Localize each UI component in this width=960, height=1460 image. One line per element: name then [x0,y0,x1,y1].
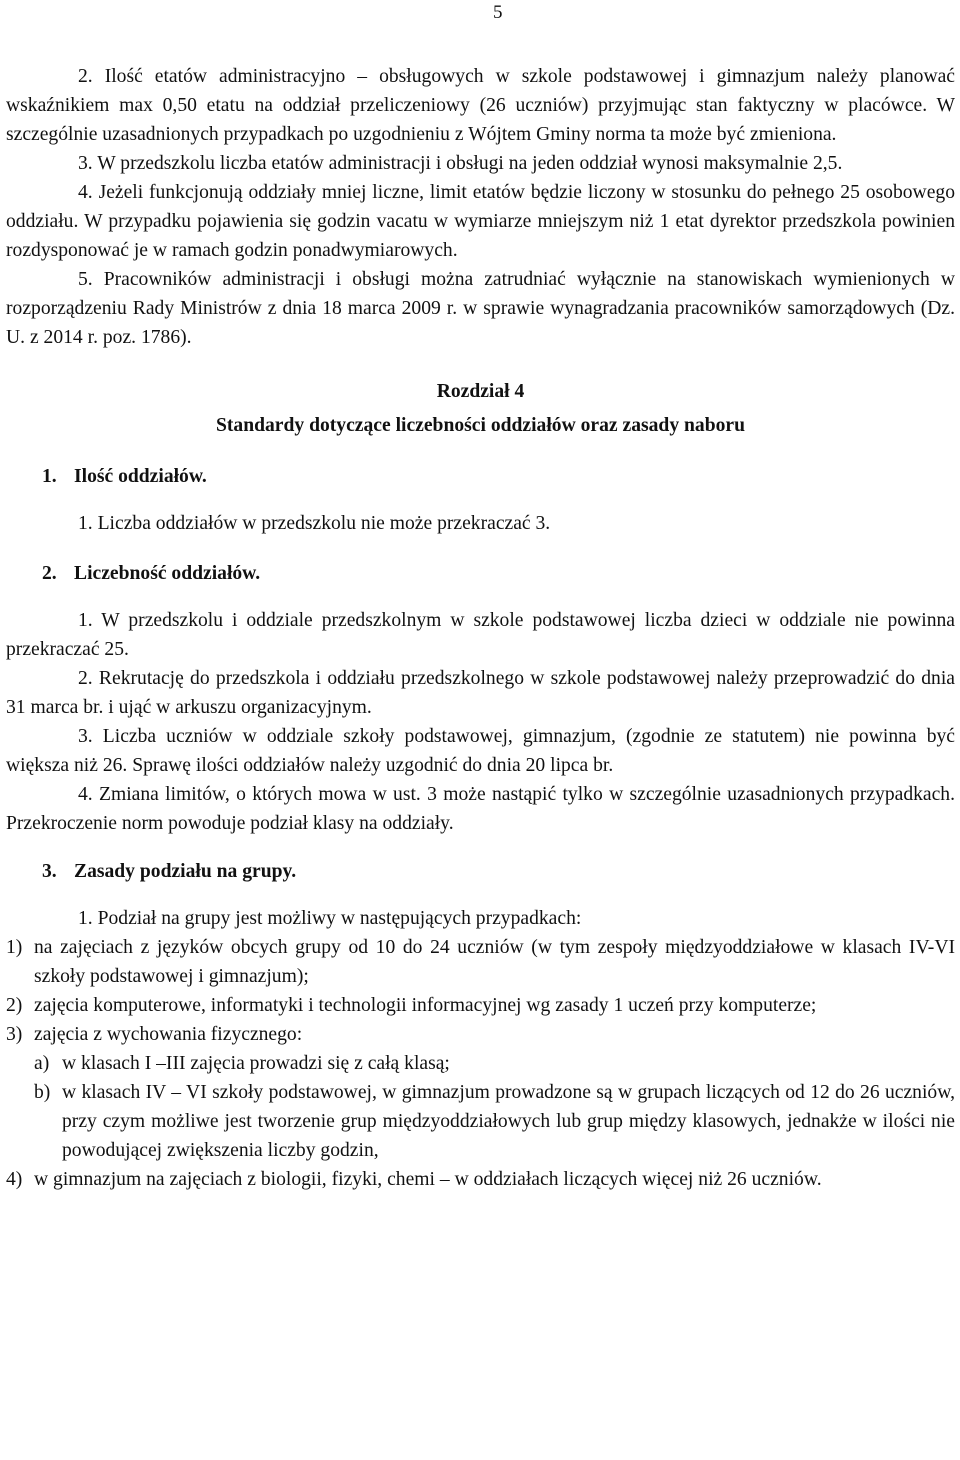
list-item-text: zajęcia komputerowe, informatyki i technologii informacyjnej wg zasady 1 uczeń przy komputerze; [34,995,817,1016]
list-item [6,991,955,1020]
paragraph-limit-etatow: 4. Jeżeli funkcjonują oddziały mniej liczne, limit etatów będzie liczony w stosunku do pełnego 25 osobowego oddziału. W przypadku pojawienia się godzin vacatu w wymiarze mniejszym niż 1 etat dyrektor przedszkola powinien rozdysponować je w ramach godzin ponadwymiarowych. [6,182,955,261]
paragraph-etaty-szkola: 2. Ilość etatów administracyjno – obsługowych w szkole podstawowej i gimnazjum należy planować wskaźnikiem max 0,50 etatu na oddział przeliczeniowy (26 uczniów) przyjmując stan faktyczny w placówce. W szczególnie uzasadnionych przypadkach po uzgodnieniu z Wójtem Gminy norma ta może być zmieniona. [6,66,955,145]
section-number: 1. [42,466,57,487]
section-heading-ilosc-oddzialow [6,462,955,491]
sub-list-item [6,1049,955,1078]
section-number: 2. [42,563,57,584]
chapter-subtitle: Standardy dotyczące liczebności oddziałów oraz zasady naboru [215,415,746,436]
section-heading-podzial-grupy [6,857,955,886]
paragraph-rekrutacja: 2. Rekrutację do przedszkola i oddziału przedszkolnego w szkole podstawowej należy przeprowadzić do dnia 31 marca br. i ująć w arkuszu organizacyjnym. [6,668,955,718]
list-item-text: w gimnazjum na zajęciach z biologii, fizyki, chemi – w oddziałach liczących więcej niż 26 uczniów. [34,1169,822,1190]
list-item-text: zajęcia z wychowania fizycznego: [34,1024,303,1045]
paragraph-liczba-uczniow: 3. Liczba uczniów w oddziale szkoły podstawowej, gimnazjum, (zgodnie ze statutem) nie powinna być większa niż 26. Sprawę ilości oddziałów należy uzgodnić do dnia 20 lipca br. [6,726,955,776]
list-item-label: 1) [6,937,23,958]
list-item [6,1020,955,1049]
list-item-label: 2) [6,995,23,1016]
chapter-title: Rozdział 4 [436,381,525,402]
section-heading-liczebnosc [6,559,955,588]
list-item-text: na zajęciach z języków obcych grupy od 10 do 24 uczniów (w tym zespoły międzyoddziałowe w klasach IV-VI szkoły podstawowej i gimnazjum); [34,937,955,987]
paragraph-etaty-przedszkole: 3. W przedszkolu liczba etatów administracji i obsługi na jeden oddział wynosi maksymalnie 2,5. [78,153,843,174]
sub-list-item-text: w klasach I –III zajęcia prowadzi się z całą klasą; [62,1053,450,1074]
paragraph-pracownicy: 5. Pracowników administracji i obsługi można zatrudniać wyłącznie na stanowiskach wymienionych w rozporządzeniu Rady Ministrów z dnia 18 marca 2009 r. w sprawie wynagradzania pracowników samorządowych (Dz. U. z 2014 r. poz. 1786). [6,269,955,348]
paragraph-zmiana-limitow: 4. Zmiana limitów, o których mowa w ust. 3 może nastąpić tylko w szczególnie uzasadnionych przypadkach. Przekroczenie norm powoduje podział klasy na oddziały. [6,784,955,834]
list-item [6,1165,955,1194]
sub-list-item-label: b) [34,1082,51,1103]
document-body [6,62,955,1194]
section-title: Zasady podziału na grupy. [74,861,297,882]
paragraph-podzial-intro: 1. Podział na grupy jest możliwy w następujących przypadkach: [78,908,582,929]
section-title: Ilość oddziałów. [74,466,207,487]
page-number: 5 [493,2,503,23]
paragraph-liczba-dzieci: 1. W przedszkolu i oddziale przedszkolnym w szkole podstawowej liczba dzieci w oddziale nie powinna przekraczać 25. [6,610,955,660]
list-item [6,933,955,991]
sub-list-item [6,1078,955,1165]
sub-list-item-text: w klasach IV – VI szkoły podstawowej, w gimnazjum prowadzone są w grupach liczących od 12 do 26 uczniów, przy czym możliwe jest tworzenie grup międzyoddziałowych lub grup między klasowych, jednakże w ilości nie powodującej zwiększenia liczby godzin, [62,1082,955,1161]
section-number: 3. [42,861,57,882]
section-title: Liczebność oddziałów. [74,563,261,584]
list-item-label: 3) [6,1024,23,1045]
paragraph-liczba-oddzialow: 1. Liczba oddziałów w przedszkolu nie może przekraczać 3. [78,513,551,534]
sub-list-item-label: a) [34,1053,50,1074]
list-item-label: 4) [6,1169,23,1190]
